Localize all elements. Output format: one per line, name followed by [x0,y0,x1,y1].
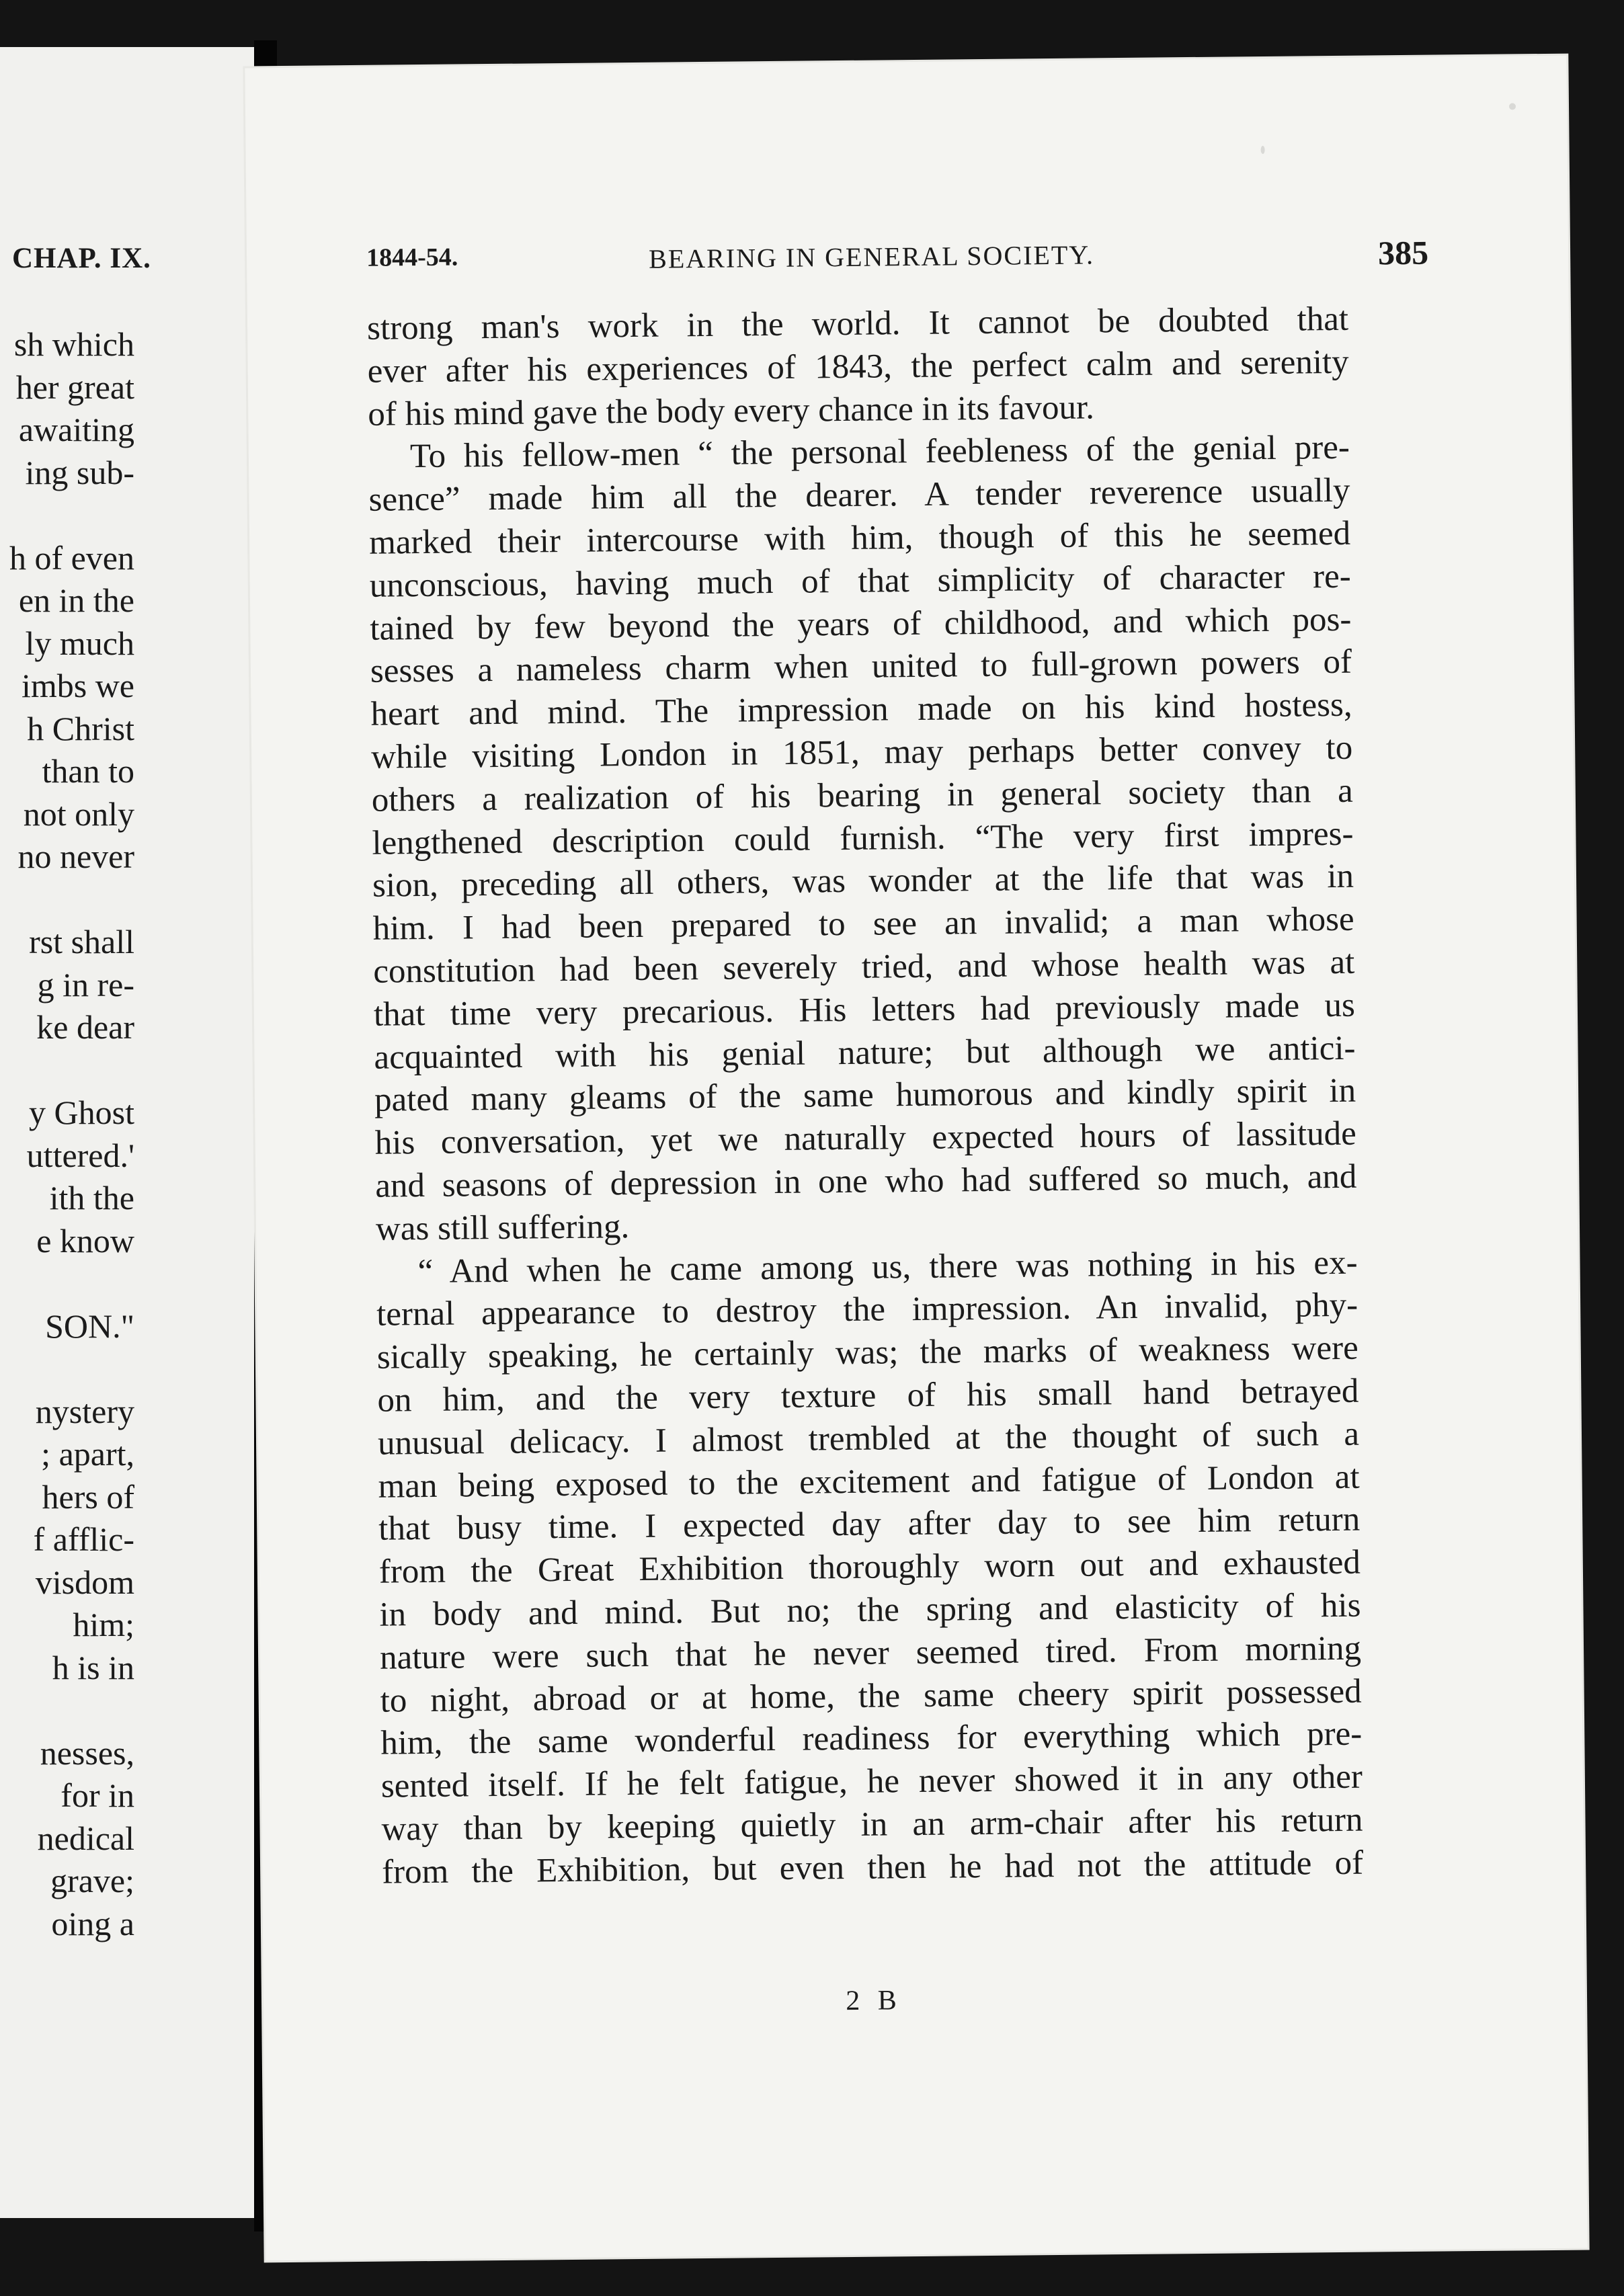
text-line: of his mind gave the body every chance in its favour. [368,388,1095,434]
left-text-line: ke dear [36,1008,134,1046]
text-line: to night, abroad or at home, the same cheery spirit possessed [380,1672,1362,1720]
body-text [367,298,1364,1894]
left-text-line: ly much [25,624,134,662]
left-text-line: nedical [37,1819,134,1857]
text-line: sented itself. If he felt fatigue, he never showed it in any other [380,1758,1363,1805]
left-text-line: rst shall [29,923,134,960]
text-line: him. I had been prepared to see an invalid; a man whose [372,900,1354,948]
text-line: “ And when he came among us, there was nothing in his ex- [417,1243,1358,1290]
text-line: man being exposed to the excitement and fatigue of London at [378,1458,1360,1506]
right-page [245,56,1587,2261]
paper-speck [1509,103,1516,110]
running-head-title: BEARING IN GENERAL SOCIETY. [648,239,1095,274]
text-line: while visiting London in 1851, may perhaps better convey to [370,729,1353,776]
left-text-line: ith the [49,1179,134,1217]
left-text-line: grave; [50,1862,134,1899]
text-line: unusual delicacy. I almost trembled at the thought of such a [377,1415,1360,1463]
left-text-line: for in [60,1776,134,1814]
text-line: unconscious, having much of that simplicity of character re- [369,557,1351,605]
left-text-line: him; [73,1606,134,1643]
left-text-line: sh which [13,325,134,363]
text-line: from the Exhibition, but even then he had not the attitude of [381,1844,1364,1891]
text-line: his conversation, yet we naturally expected hours of lassitude [374,1114,1356,1162]
text-line: that busy time. I expected day after day to see him return [378,1501,1361,1549]
left-text-line: nystery [35,1392,134,1430]
text-line: was still suffering. [375,1207,630,1248]
text-line: ternal appearance to destroy the impression. An invalid, phy- [376,1286,1358,1334]
left-text-line: nesses, [40,1733,134,1772]
text-line: him, the same wonderful readiness for everything which pre- [380,1715,1363,1762]
text-line: that time very precarious. His letters had previously made us [373,986,1356,1034]
left-text-line: f afflic- [33,1520,134,1558]
running-head [366,233,1429,284]
text-line: sion, preceding all others, was wonder at the life that was in [372,858,1354,905]
left-text-line: no never [17,837,134,875]
left-chapter-header: CHAP. IX. [12,243,151,274]
text-line: nature were such that he never seemed tired. From morning [379,1629,1362,1677]
left-text-line: h of even [9,538,134,577]
left-text-line: oing a [51,1904,134,1942]
left-text-line: ; apart, [41,1435,134,1473]
text-line: To his fellow-men “ the personal feebleness of the genial pre- [409,429,1350,476]
text-line: constitution had been severely tried, and whose health was at [373,943,1355,991]
text-line: sically speaking, he certainly was; the marks of weakness were [376,1329,1359,1377]
paper-speck [1261,146,1265,154]
left-text-line: e know [36,1221,134,1260]
left-text-line: her great [15,368,134,406]
left-text-line: imbs we [21,667,134,704]
left-text-line: h Christ [27,709,134,747]
left-text-line: visdom [35,1563,134,1601]
text-line: heart and mind. The impression made on his kind hostess, [370,686,1352,733]
text-line: others a realization of his bearing in general society than a [371,772,1354,819]
left-text-line: not only [23,794,134,833]
text-line: in body and mind. But no; the spring and elasticity of his [379,1586,1361,1634]
text-line: strong man's work in the world. It cannot be doubted that [366,300,1349,347]
text-line: sence” made him all the dearer. A tender reverence usually [368,471,1350,519]
text-line: lengthened description could furnish. “The very first impres- [372,815,1354,862]
text-line: acquainted with his genial nature; but although we antici- [374,1029,1356,1077]
running-head-dates: 1844-54. [366,243,458,272]
left-text-line: hers of [42,1477,134,1516]
page-number: 385 [1377,233,1429,272]
text-line: way than by keeping quietly in an arm-chair after his return [381,1801,1363,1848]
left-page [0,47,254,2218]
text-line: pated many gleams of the same humorous and kindly spirit in [374,1072,1356,1120]
left-text-line: awaiting [18,411,134,448]
left-text-line: en in the [18,581,134,619]
left-text-line: than to [42,752,134,790]
left-text-line: y Ghost [29,1094,134,1131]
left-text-line: uttered.' [26,1136,134,1174]
text-line: ever after his experiences of 1843, the perfect calm and serenity [367,343,1349,391]
text-line: on him, and the very texture of his small hand betrayed [377,1372,1359,1420]
left-text-line: ing sub- [25,453,134,491]
left-text-line: g in re- [37,965,134,1003]
text-line: from the Great Exhibition thoroughly worn out and exhausted [378,1543,1361,1591]
text-line: sesses a nameless charm when united to full-grown powers of [370,643,1352,691]
left-text-line: SON." [45,1307,134,1345]
left-text-line: h is in [52,1648,134,1686]
text-line: tained by few beyond the years of childhood, and which pos- [370,600,1352,648]
text-line: and seasons of depression in one who had suffered so much, and [375,1157,1357,1205]
text-line: marked their intercourse with him, though of this he seemed [368,514,1351,562]
signature-mark: 2 B [846,1985,903,2017]
